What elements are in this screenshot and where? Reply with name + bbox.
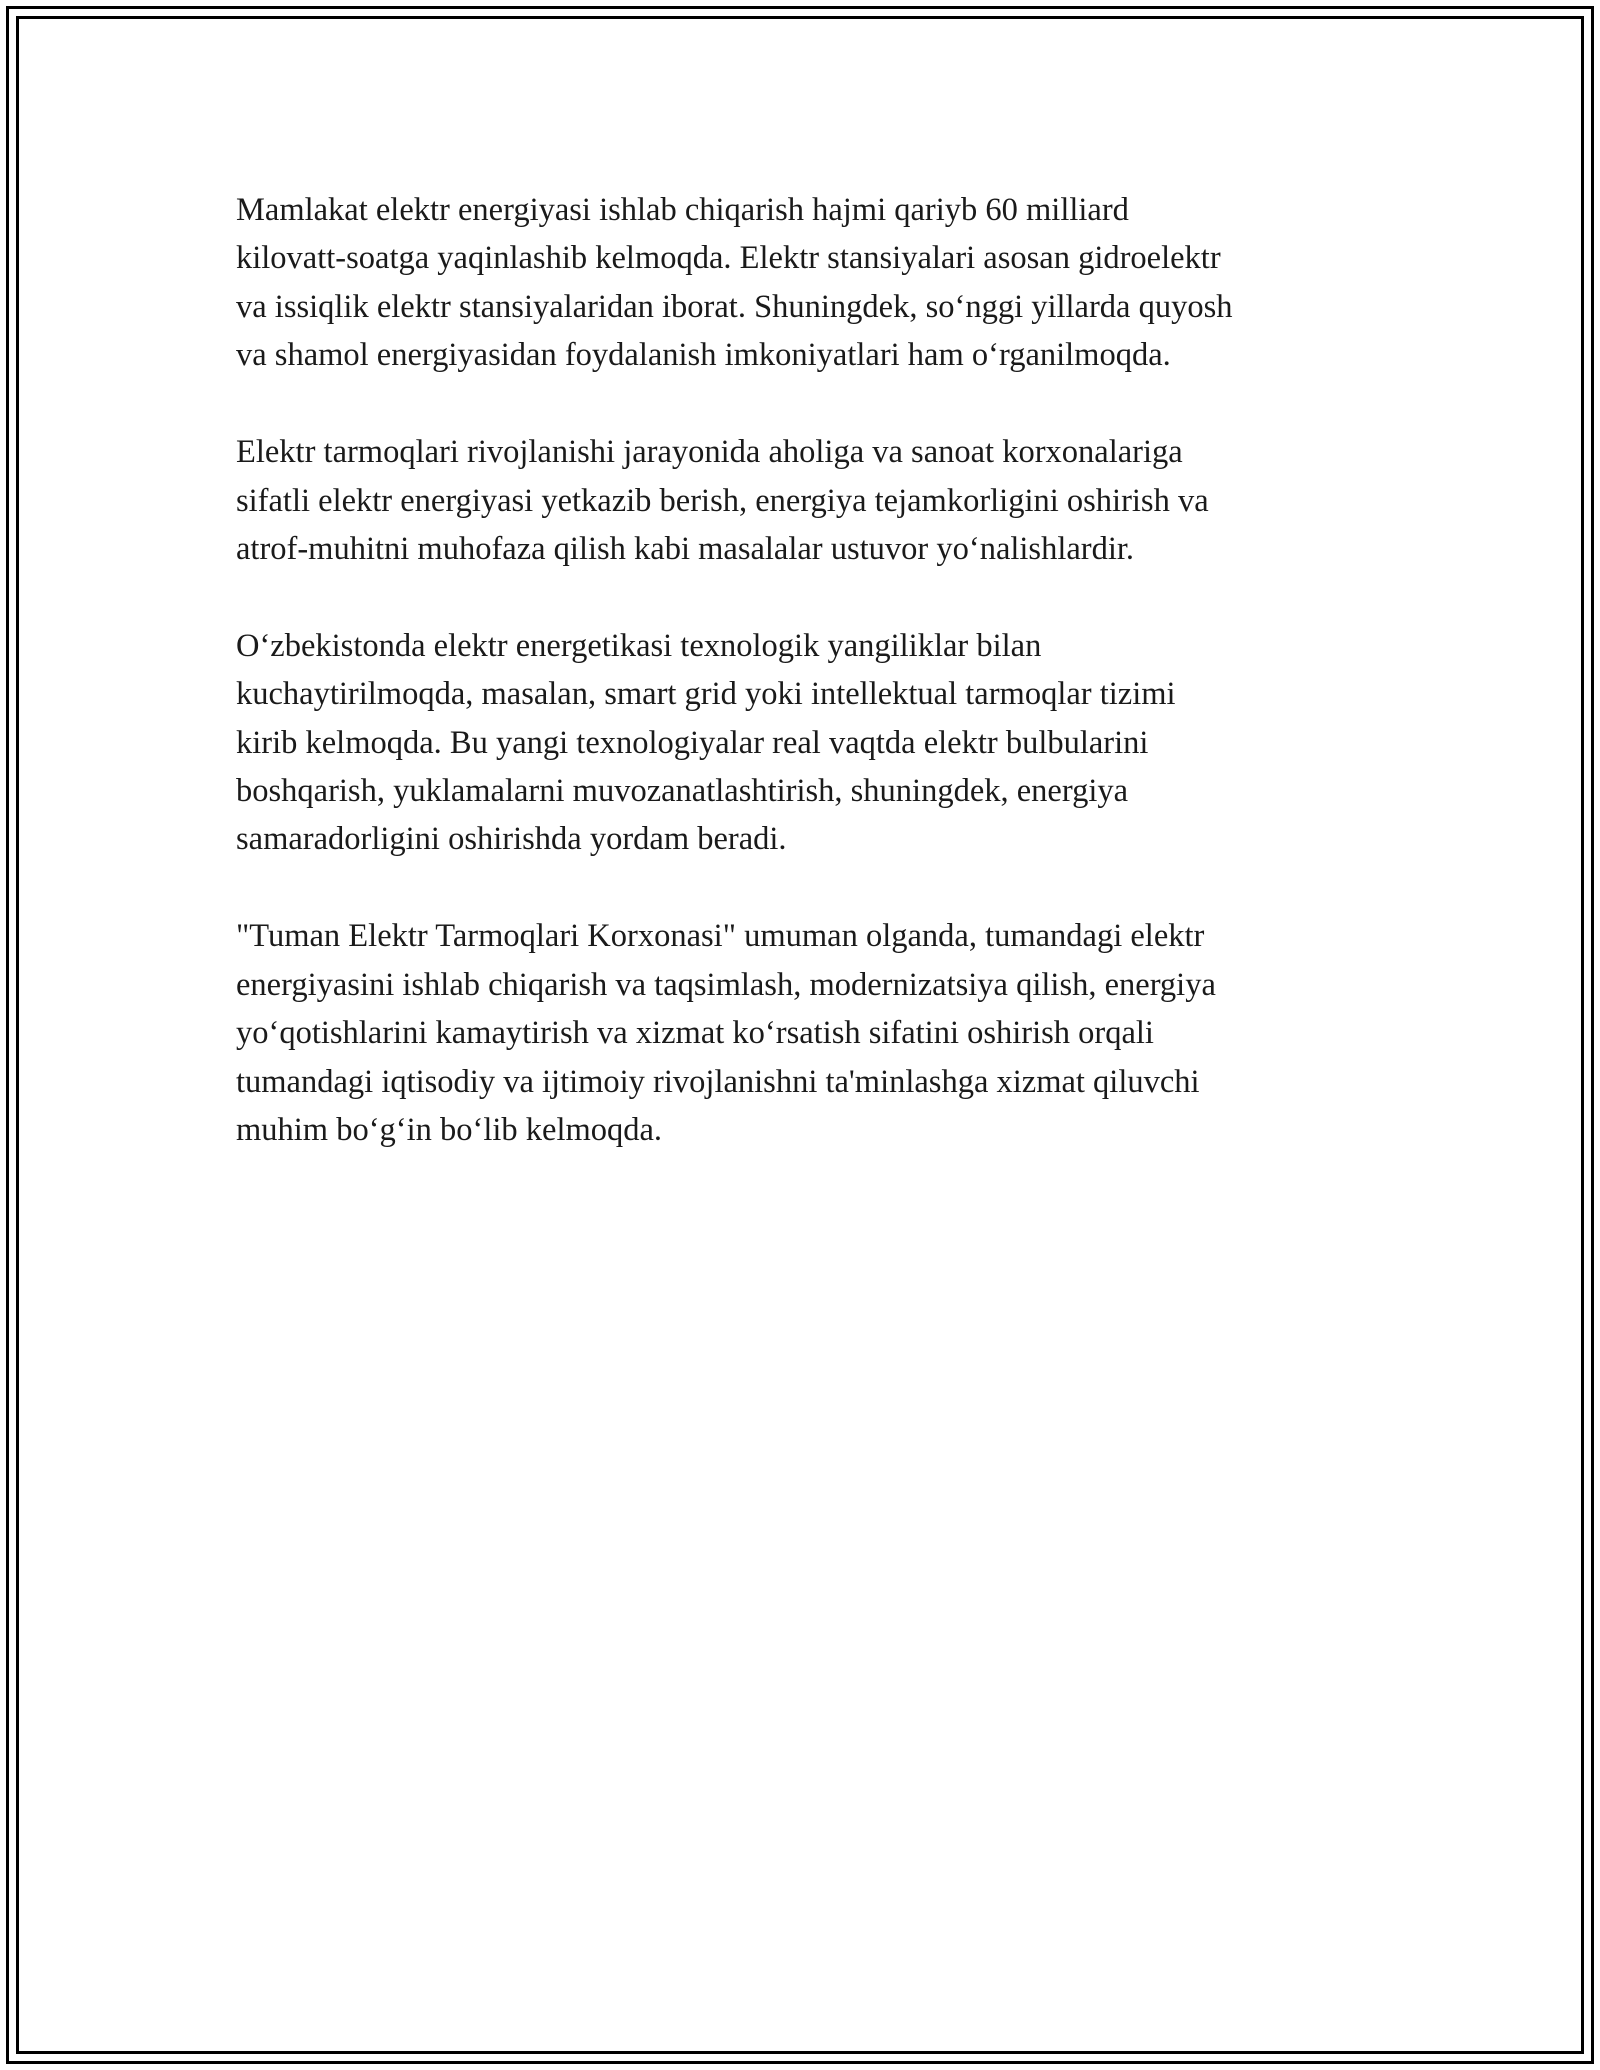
text-line: kuchaytirilmoqda, masalan, smart grid yoki intellektual tarmoqlar tizimi (236, 676, 1176, 713)
text-line: Elektr tarmoqlari rivojlanishi jarayonida aholiga va sanoat korxonalariga (236, 434, 1183, 471)
text-line: va issiqlik elektr stansiyalaridan iborat. Shuningdek, so‘nggi yillarda quyosh (236, 288, 1233, 325)
text-line: sifatli elektr energiyasi yetkazib berish, energiya tejamkorligini oshirish va (236, 482, 1209, 519)
paragraph-3 (236, 622, 1376, 864)
text-line: samaradorligini oshirishda yordam beradi. (236, 821, 787, 858)
text-line: O‘zbekistonda elektr energetikasi texnologik yangiliklar bilan (236, 627, 1042, 664)
text-line: kirib kelmoqda. Bu yangi texnologiyalar real vaqtda elektr bulbularini (236, 724, 1149, 761)
text-line: atrof-muhitni muhofaza qilish kabi masalalar ustuvor yo‘nalishlardir. (236, 530, 1135, 567)
text-line: yo‘qotishlarini kamaytirish va xizmat ko‘rsatish sifatini oshirish orqali (236, 1015, 1154, 1052)
document-body (236, 186, 1376, 1203)
paragraph-2 (236, 428, 1376, 573)
text-line: "Tuman Elektr Tarmoqlari Korxonasi" umuman olganda, tumandagi elektr (236, 918, 1205, 955)
text-line: boshqarish, yuklamalarni muvozanatlashtirish, shuningdek, energiya (236, 773, 1129, 810)
text-line: energiyasini ishlab chiqarish va taqsimlash, modernizatsiya qilish, energiya (236, 966, 1216, 1003)
text-line: muhim bo‘g‘in bo‘lib kelmoqda. (236, 1112, 663, 1148)
text-line: tumandagi iqtisodiy va ijtimoiy rivojlanishni ta'minlashga xizmat qiluvchi (236, 1063, 1200, 1100)
text-line: Mamlakat elektr energiyasi ishlab chiqarish hajmi qariyb 60 milliard (236, 192, 1129, 228)
text-line: kilovatt-soatga yaqinlashib kelmoqda. Elektr stansiyalari asosan gidroelektr (236, 240, 1221, 277)
paragraph-4 (236, 912, 1376, 1154)
text-line: va shamol energiyasidan foydalanish imkoniyatlari ham o‘rganilmoqda. (236, 337, 1171, 374)
paragraph-1 (236, 186, 1376, 380)
